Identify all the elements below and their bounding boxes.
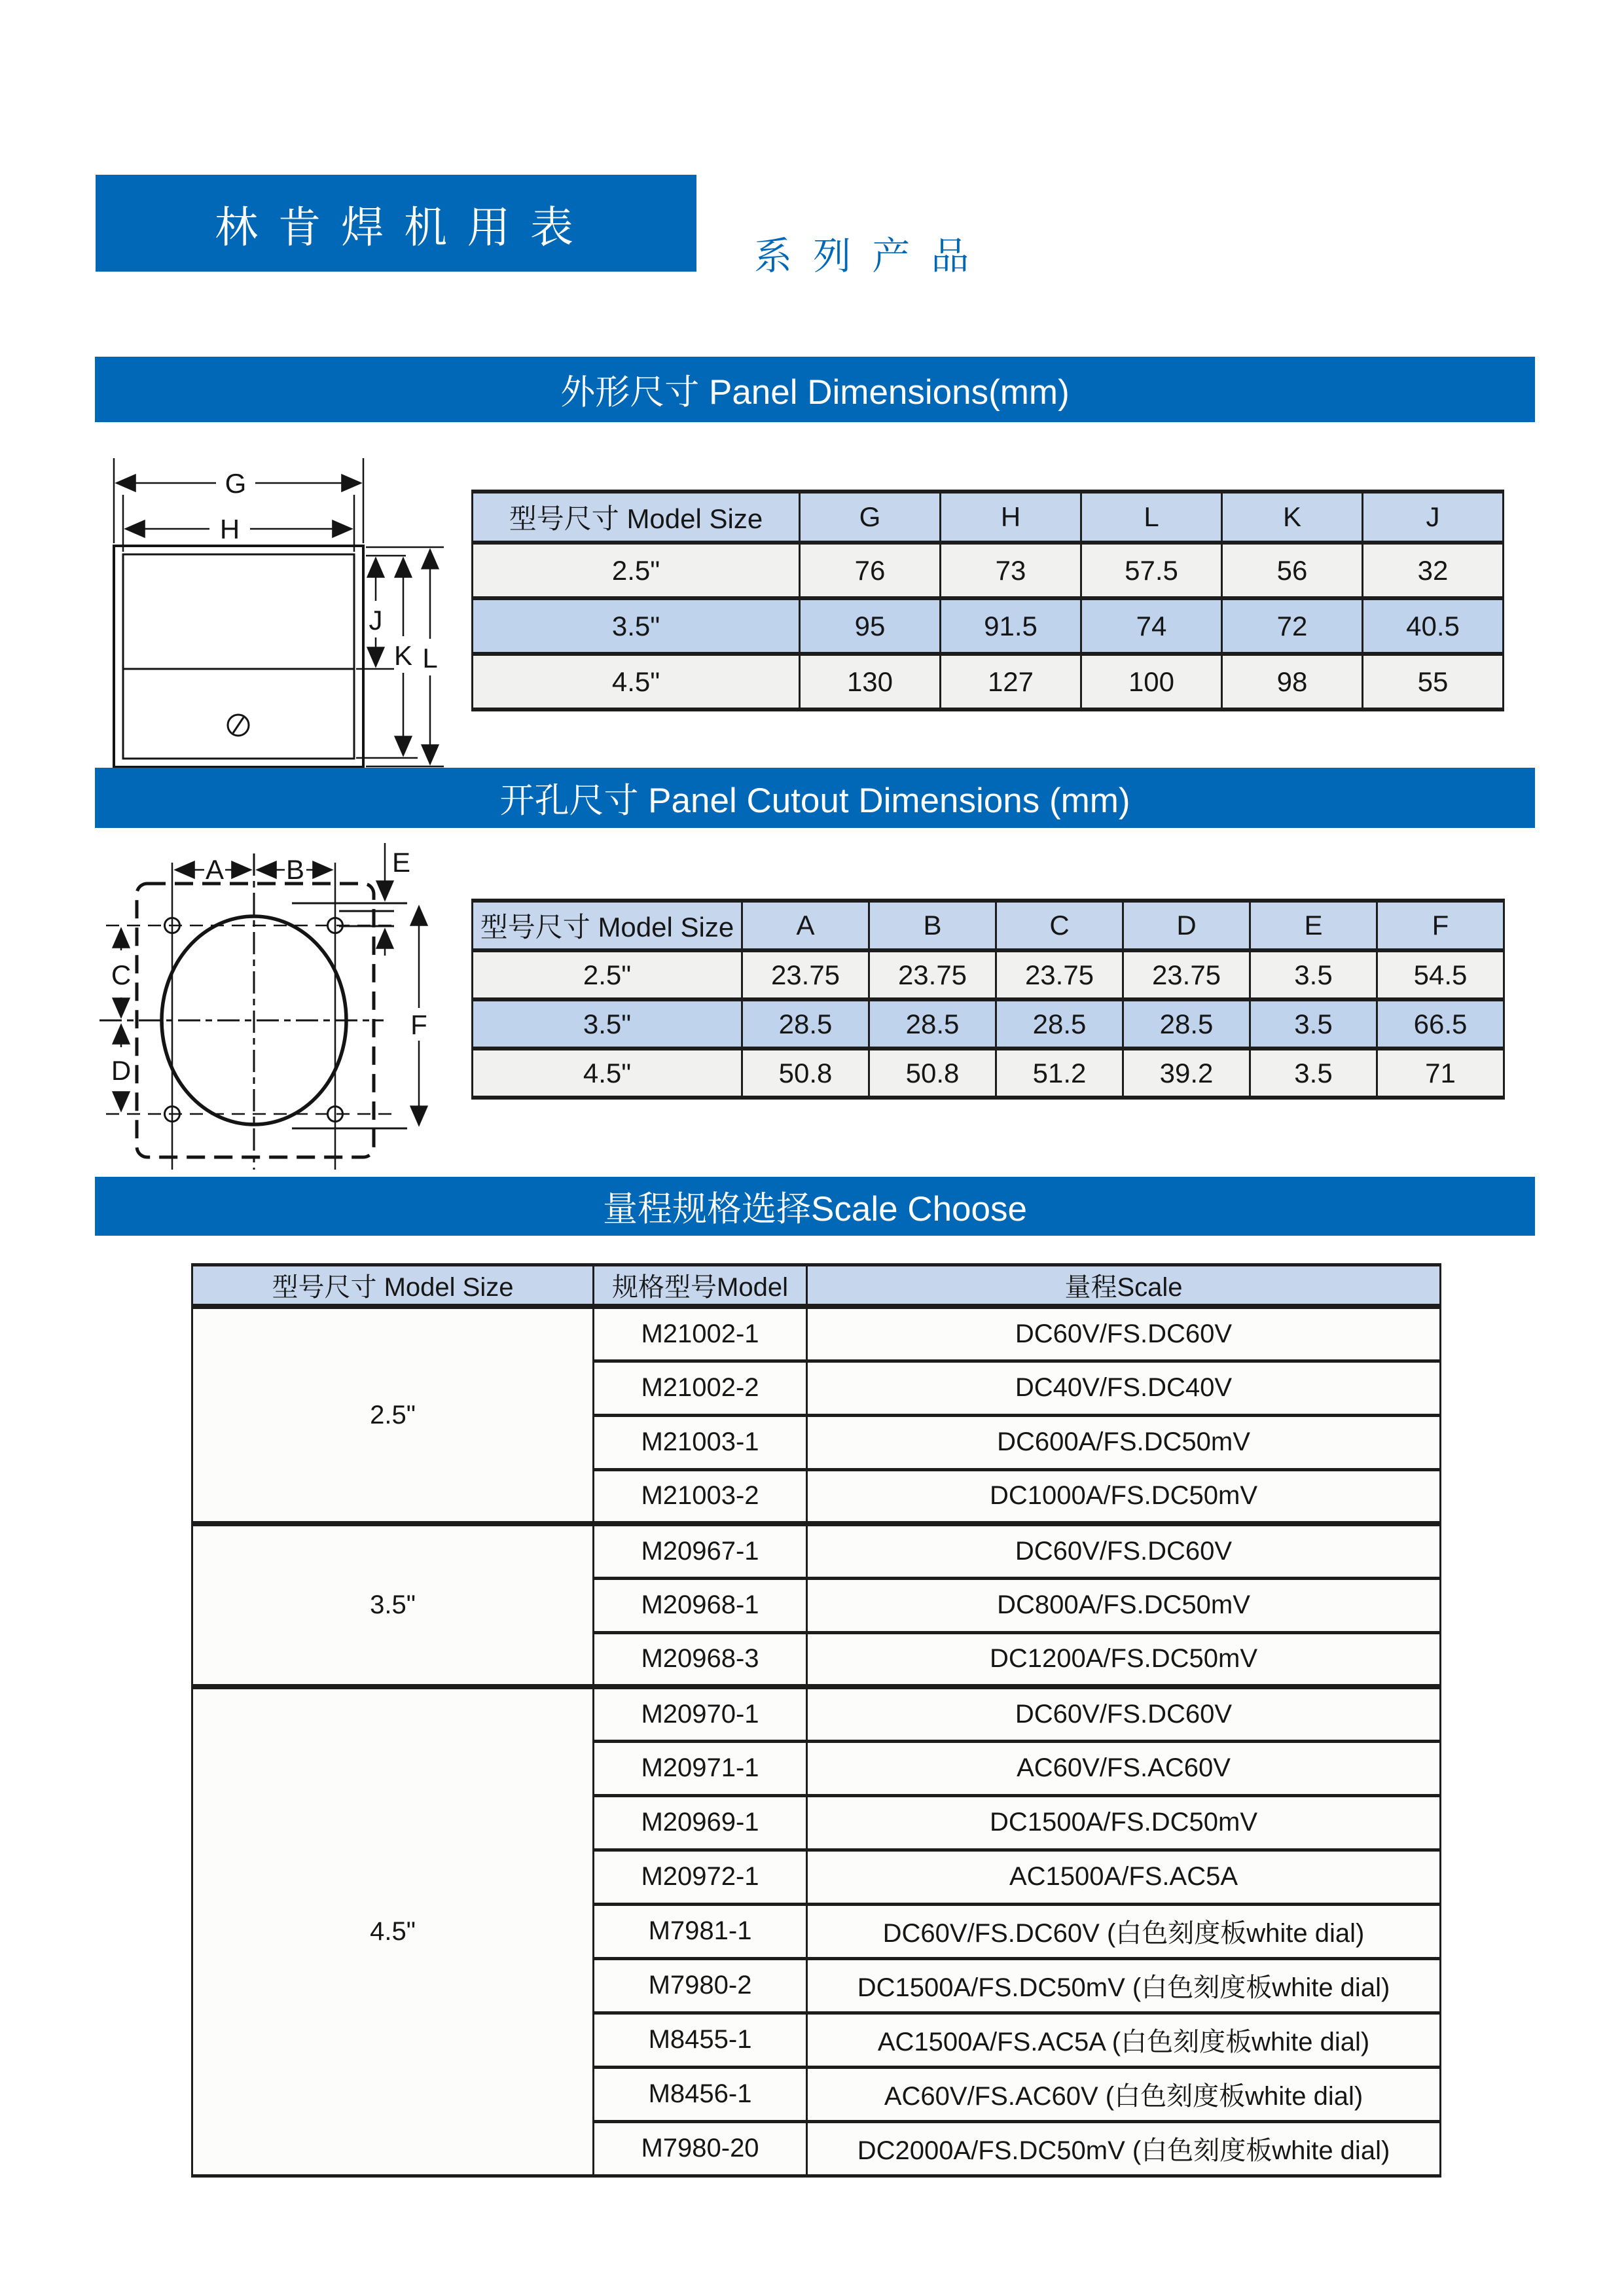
model-size-cell: 2.5" xyxy=(473,543,800,598)
model-cell: M20972-1 xyxy=(594,1850,807,1904)
value-cell: 76 xyxy=(800,543,941,598)
dim-label-A: A xyxy=(205,854,225,885)
column-header: L xyxy=(1081,492,1222,543)
model-cell: M21002-1 xyxy=(594,1306,807,1361)
model-size-cell: 2.5" xyxy=(192,1306,594,1524)
column-header: B xyxy=(869,901,996,950)
cutout-dimensions-diagram xyxy=(98,839,465,1173)
dim-label-F: F xyxy=(410,1009,427,1040)
value-cell: 98 xyxy=(1222,654,1363,709)
model-size-cell: 3.5" xyxy=(192,1524,594,1687)
dim-label-K: K xyxy=(393,640,413,671)
scale-cell: DC60V/FS.DC60V xyxy=(807,1687,1441,1741)
section-banner-panel-dimensions xyxy=(95,357,1535,422)
column-header: 型号尺寸 Model Size xyxy=(192,1265,594,1307)
model-cell: M21003-2 xyxy=(594,1469,807,1524)
table-row xyxy=(473,543,1504,598)
brand-title-box xyxy=(96,175,696,272)
column-header: F xyxy=(1377,901,1504,950)
model-size-cell: 4.5" xyxy=(473,654,800,709)
model-cell: M7981-1 xyxy=(594,1904,807,1958)
column-header: H xyxy=(941,492,1081,543)
value-cell: 39.2 xyxy=(1123,1049,1250,1098)
model-cell: M7980-2 xyxy=(594,1958,807,2013)
banner-text: 量程规格选择Scale Choose xyxy=(603,1190,1027,1229)
value-cell: 95 xyxy=(800,598,941,654)
value-cell: 51.2 xyxy=(996,1049,1123,1098)
scale-cell: DC60V/FS.DC60V xyxy=(807,1524,1441,1578)
value-cell: 3.5 xyxy=(1250,950,1377,999)
value-cell: 40.5 xyxy=(1363,598,1504,654)
table-row xyxy=(192,1524,1441,1578)
column-header: 量程Scale xyxy=(807,1265,1441,1307)
scale-cell: AC60V/FS.AC60V xyxy=(807,1741,1441,1795)
scale-cell: DC1500A/FS.DC50mV xyxy=(807,1795,1441,1850)
banner-text: 开孔尺寸 Panel Cutout Dimensions (mm) xyxy=(499,781,1130,820)
model-size-cell: 3.5" xyxy=(473,999,742,1049)
scale-cell: DC800A/FS.DC50mV xyxy=(807,1578,1441,1632)
column-header: J xyxy=(1363,492,1504,543)
value-cell: 23.75 xyxy=(869,950,996,999)
dim-label-H: H xyxy=(219,514,240,545)
scale-cell: DC40V/FS.DC40V xyxy=(807,1361,1441,1415)
value-cell: 130 xyxy=(800,654,941,709)
series-subtitle: 系 列 产 品 xyxy=(754,235,975,278)
dim-label-C: C xyxy=(111,960,132,990)
value-cell: 3.5 xyxy=(1250,999,1377,1049)
dim-label-J: J xyxy=(369,605,383,636)
model-cell: M20970-1 xyxy=(594,1687,807,1741)
value-cell: 23.75 xyxy=(996,950,1123,999)
value-cell: 57.5 xyxy=(1081,543,1222,598)
column-header: G xyxy=(800,492,941,543)
table-row xyxy=(473,598,1504,654)
panel-inner-outline xyxy=(123,554,354,759)
value-cell: 28.5 xyxy=(996,999,1123,1049)
value-cell: 73 xyxy=(941,543,1081,598)
table-header-row xyxy=(473,901,1504,950)
model-size-cell: 4.5" xyxy=(192,1687,594,2176)
value-cell: 28.5 xyxy=(742,999,869,1049)
column-header: 型号尺寸 Model Size xyxy=(473,492,800,543)
table-row xyxy=(473,999,1504,1049)
column-header: C xyxy=(996,901,1123,950)
panel-dimensions-diagram xyxy=(98,452,465,779)
model-cell: M21002-2 xyxy=(594,1361,807,1415)
model-cell: M20968-3 xyxy=(594,1632,807,1687)
dim-label-E: E xyxy=(391,847,411,878)
section-banner-scale-choose xyxy=(95,1177,1535,1236)
table-header-row xyxy=(473,492,1504,543)
table-row xyxy=(473,950,1504,999)
value-cell: 50.8 xyxy=(742,1049,869,1098)
screw-icon xyxy=(228,715,249,736)
dim-label-B: B xyxy=(285,854,305,885)
scale-cell: DC2000A/FS.DC50mV (白色刻度板white dial) xyxy=(807,2121,1441,2176)
dim-label-G: G xyxy=(225,468,247,499)
value-cell: 74 xyxy=(1081,598,1222,654)
column-header: 规格型号Model xyxy=(594,1265,807,1307)
model-size-cell: 4.5" xyxy=(473,1049,742,1098)
value-cell: 66.5 xyxy=(1377,999,1504,1049)
model-cell: M8455-1 xyxy=(594,2013,807,2067)
model-cell: M20968-1 xyxy=(594,1578,807,1632)
scale-cell: AC1500A/FS.AC5A xyxy=(807,1850,1441,1904)
panel-outline xyxy=(114,546,363,767)
model-cell: M20969-1 xyxy=(594,1795,807,1850)
value-cell: 23.75 xyxy=(1123,950,1250,999)
scale-cell: DC1200A/FS.DC50mV xyxy=(807,1632,1441,1687)
model-cell: M20971-1 xyxy=(594,1741,807,1795)
scale-cell: DC60V/FS.DC60V (白色刻度板white dial) xyxy=(807,1904,1441,1958)
model-cell: M8456-1 xyxy=(594,2067,807,2121)
dim-label-D: D xyxy=(111,1055,132,1086)
column-header: A xyxy=(742,901,869,950)
value-cell: 91.5 xyxy=(941,598,1081,654)
value-cell: 32 xyxy=(1363,543,1504,598)
scale-cell: AC60V/FS.AC60V (白色刻度板white dial) xyxy=(807,2067,1441,2121)
banner-text: 外形尺寸 Panel Dimensions(mm) xyxy=(560,373,1070,412)
value-cell: 50.8 xyxy=(869,1049,996,1098)
table-header-row xyxy=(192,1265,1441,1307)
model-cell: M21003-1 xyxy=(594,1415,807,1469)
value-cell: 54.5 xyxy=(1377,950,1504,999)
model-size-cell: 3.5" xyxy=(473,598,800,654)
value-cell: 100 xyxy=(1081,654,1222,709)
table-row xyxy=(192,1306,1441,1361)
value-cell: 55 xyxy=(1363,654,1504,709)
cutout-dimensions-table xyxy=(471,899,1505,1100)
value-cell: 3.5 xyxy=(1250,1049,1377,1098)
value-cell: 28.5 xyxy=(1123,999,1250,1049)
model-cell: M20967-1 xyxy=(594,1524,807,1578)
dim-label-L: L xyxy=(422,643,438,673)
model-size-cell: 2.5" xyxy=(473,950,742,999)
scale-cell: DC60V/FS.DC60V xyxy=(807,1306,1441,1361)
value-cell: 71 xyxy=(1377,1049,1504,1098)
value-cell: 23.75 xyxy=(742,950,869,999)
scale-cell: DC1500A/FS.DC50mV (白色刻度板white dial) xyxy=(807,1958,1441,2013)
scale-cell: DC600A/FS.DC50mV xyxy=(807,1415,1441,1469)
scale-cell: AC1500A/FS.AC5A (白色刻度板white dial) xyxy=(807,2013,1441,2067)
value-cell: 72 xyxy=(1222,598,1363,654)
scale-cell: DC1000A/FS.DC50mV xyxy=(807,1469,1441,1524)
column-header: 型号尺寸 Model Size xyxy=(473,901,742,950)
section-banner-cutout-dimensions xyxy=(95,768,1535,828)
value-cell: 28.5 xyxy=(869,999,996,1049)
scale-choose-table xyxy=(191,1263,1441,2178)
table-row xyxy=(192,1687,1441,1741)
table-row xyxy=(473,654,1504,709)
model-cell: M7980-20 xyxy=(594,2121,807,2176)
table-row xyxy=(473,1049,1504,1098)
page-title: 林 肯 焊 机 用 表 xyxy=(215,202,577,251)
panel-dimensions-table xyxy=(471,490,1504,711)
column-header: E xyxy=(1250,901,1377,950)
value-cell: 127 xyxy=(941,654,1081,709)
column-header: K xyxy=(1222,492,1363,543)
column-header: D xyxy=(1123,901,1250,950)
value-cell: 56 xyxy=(1222,543,1363,598)
